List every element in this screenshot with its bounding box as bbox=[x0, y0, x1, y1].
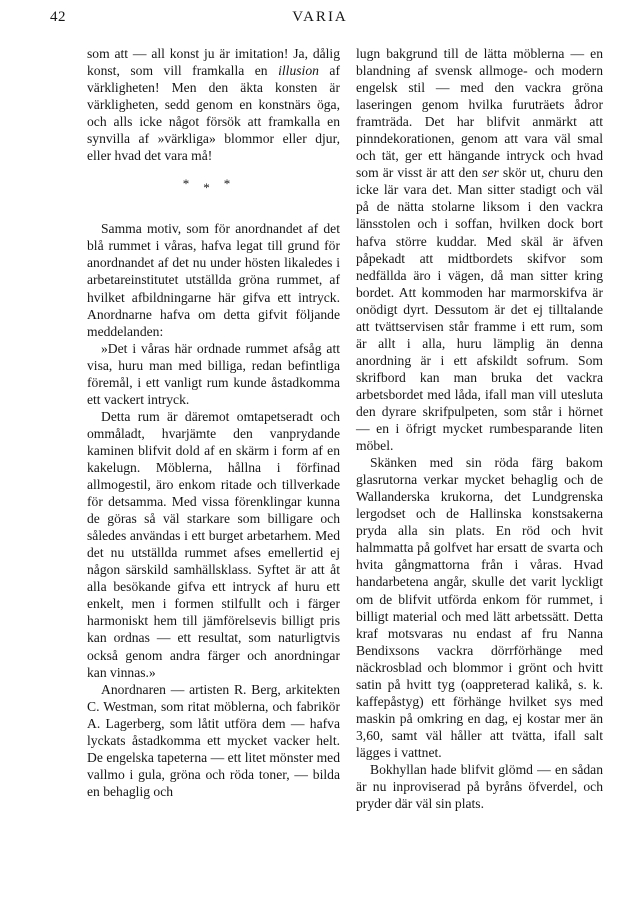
left-column bbox=[87, 45, 340, 800]
page-number: 42 bbox=[50, 9, 66, 25]
left-paragraph-4: Detta rum är däremot omtapetseradt och ommåladt, hvarjämte den vanprydande kaminen blifvit dold af en skärm i form af en kakelugn. Möblerna, hållna i förfinad allmogestil, äro enkom ritade och tillverkade för detsamma. Med vissa förenklingar kunna de göras så väl starkare som billigare och således användas i ett burget arbetarhem. Med det nu utställda rummet afses emellertid ej någon särskild samhällsklass. Syftet är att åt alla besökande gifva ett intryck af huru ett enkelt, men i formen stilfullt och i färger harmoniskt hem till jämförelsevis billigt pris kan ordnas — ett resultat, som naturligtvis också genom andra färger och anordningar kan vinnas.» bbox=[87, 408, 340, 680]
left-paragraph-3: »Det i våras här ordnade rummet afsåg att visa, huru man med billiga, redan befintliga föremål, i ett vanligt rum kunde åstadkomma ett vackert intryck. bbox=[87, 340, 340, 407]
left-paragraph-1 bbox=[87, 45, 340, 164]
left-p1-text-a: som att — all konst ju är imitation! Ja, dålig konst, som vill framkalla en bbox=[87, 46, 340, 79]
section-divider bbox=[87, 164, 340, 220]
divider-asterisk-middle: * bbox=[203, 180, 224, 196]
right-p1-text-a: lugn bakgrund till de lätta möblerna — en blandning af svensk allmoge- och modern engelsk stil — med den vackra gröna laseringen genom hvilka furuträets ådror framträda. Det har blifvit anmärkt att pinndekorationen, genom att vara väl smal och tät, ger ett hängande intryck och hvad som är visst är att den bbox=[356, 46, 603, 181]
left-p1-emphasis: illusion bbox=[278, 63, 319, 79]
right-p1-emphasis: ser bbox=[482, 165, 499, 181]
right-paragraph-2: Skänken med sin röda färg bakom glasrutorna verkar mycket behaglig och de Wallanderska krukorna, det Lundgrenska lergodset och de Hallinska konstsakerna pryda alla sin plats. En röd och hvit halmmatta på golfvet har ersatt de svarta och hvita gångmattorna från i våras. Hvad handarbetena angår, skulle det varit lyckligt om de blifvit utförda enkom för rummet, i billigt material och med lätt arbetssätt. Detta kraf motsvaras nu endast af fru Nanna Bendixsons vackra dörrförhänge med näckrosblad och blommor i grönt och hvitt satin på hvitt tyg (oappreterad kalikå, s. k. kaffepåstyg) ett förhänge hvilket sys med maskin på omkring en dag, ej kostar mer än 3,60, samt väl håller att tvätta, ifall salt lägges i vattnet. bbox=[356, 455, 603, 760]
right-column bbox=[356, 45, 603, 812]
running-title: VARIA bbox=[292, 9, 348, 25]
right-paragraph-1 bbox=[356, 45, 603, 454]
left-p1-text-b: af värkligheten! Men den äkta konsten är värkligheten, sedd genom en konstnärs öga, och alls icke något försök att framkalla en synvilla af »värkliga» blommor eller djur, eller hvad det vara må! bbox=[87, 63, 340, 164]
left-paragraph-5: Anordnaren — artisten R. Berg, arkitekten C. Westman, som ritat möblerna, och fabrikör A. Lagerberg, som låtit utföra dem — hafva lyckats åstadkomma ett mycket vacker helt. De engelska tapeterna — ett litet mönster med vallmo i gula, gröna och röda toner, — bilda en behaglig och bbox=[87, 681, 340, 799]
left-paragraph-2: Samma motiv, som för anordnandet af det blå rummet i våras, hafva legat till grund för anordnandet af det nu under hösten likaledes i arbetareinstitutet utställda gröna rummet, af hvilket afbildningarne här gifva ett intryck. Anordnarne hafva om detta gifvit följande meddelanden: bbox=[87, 221, 340, 339]
right-p1-text-b: skör ut, churu den icke lär vara det. Man sitter stadigt och väl på de nätta stolarne liksom i den vackra länsstolen och i soffan, hvilken dock bort hafva större kuddar. Med skäl är äfven påpekadt att midtbordets skifvor som nedfällda äro i vägen, då man sitter kring bordet. Att kommoden har marmorskifva är onödigt dyrt. Dessutom är det ej tilltalande att tvättservisen står framme i ett rum, som är allt i alla, huru lämplig än denna anordning är i ett afskildt sofrum. Som skrifbord kan man bruka det vackra arbetsbordet med låda, ifall man vill utesluta den dyrare skrifpulpeten, som står i hörnet — en i öfrigt mycket rumbesparande liten möbel. bbox=[356, 165, 603, 454]
right-paragraph-3: Bokhyllan hade blifvit glömd — en sådan är nu inproviserad på byråns öfverdel, och pryder där väl sin plats. bbox=[356, 761, 603, 812]
divider-asterisk-left: * bbox=[182, 176, 204, 192]
divider-asterisk-right: * bbox=[223, 176, 245, 192]
